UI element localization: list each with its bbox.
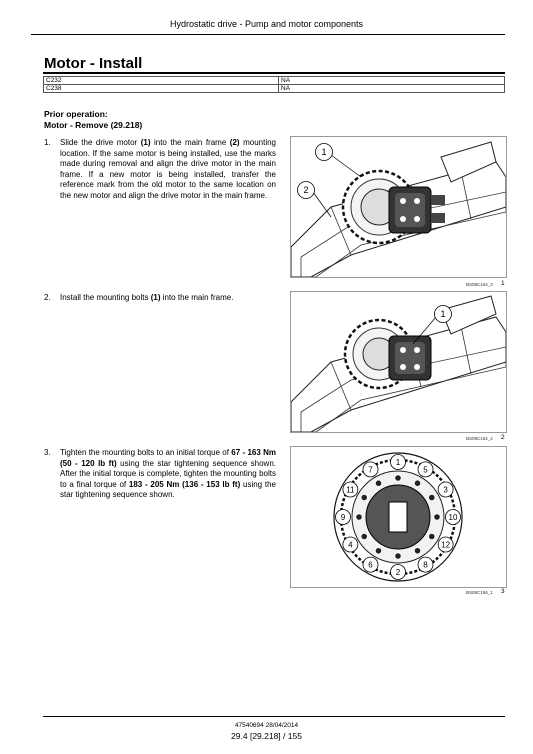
figure-3-number: 3 [501, 588, 505, 595]
tightening-sequence-illustration [291, 447, 506, 587]
step-number: 3. [44, 448, 51, 457]
title-rule [43, 72, 505, 74]
figure-3-ref: BS08C166_1 [466, 590, 493, 595]
sequence-callout-6: 6 [368, 560, 373, 570]
sequence-callout-10: 10 [448, 513, 458, 522]
value-cell: NA [279, 77, 505, 85]
sequence-callout-5: 5 [423, 465, 428, 475]
step-2 [44, 293, 276, 304]
bolt-hole [361, 533, 367, 539]
callout-1: 1 [440, 309, 446, 319]
text-run: using the star tightening sequence shown. After the initial torque is complete, tighten the mounting bolts to a final torque of [60, 458, 277, 489]
running-header: Hydrostatic drive - Pump and motor components [169, 19, 364, 29]
prior-operation-label: Prior operation: [44, 109, 108, 119]
text-run: into the main frame [150, 138, 230, 147]
section-title: Motor - Install [44, 55, 143, 72]
callout-ref: (1) [150, 293, 161, 302]
bolt-hole [395, 553, 401, 559]
footer-page-number: 29.4 [29.218] / 155 [231, 731, 302, 741]
text-run: using the star tightening sequence shown. [60, 479, 276, 499]
sequence-callout-7: 7 [368, 465, 373, 475]
figure-2-number: 2 [501, 434, 505, 441]
callout-ref: (1) [140, 138, 151, 147]
value-cell: NA [279, 85, 505, 93]
callout-2: 2 [303, 185, 309, 195]
step-number: 2. [44, 293, 51, 302]
torque-initial: 67 - 163 Nm (50 - 120 lb ft) [60, 448, 276, 468]
sequence-callout-8: 8 [423, 560, 428, 570]
model-cell: C238 [44, 85, 279, 93]
step-text [60, 138, 276, 201]
text-run: into the main frame. [160, 293, 234, 302]
torque-final: 183 - 205 Nm (136 - 153 lb ft) [128, 479, 241, 489]
bolt-hole [414, 548, 420, 554]
table-row [44, 77, 505, 85]
header-rule [31, 34, 505, 35]
figure-1-drive-motor-frame [290, 136, 507, 278]
step-1 [44, 138, 276, 201]
bolt-hole [434, 514, 440, 520]
bolt-hole [414, 480, 420, 486]
sequence-callout-11: 11 [346, 485, 355, 495]
figure-2-mounting-bolts [290, 291, 507, 433]
prior-operation-ref: Motor - Remove (29.218) [44, 120, 143, 130]
figure-2-ref: BS08C164_4 [466, 436, 493, 441]
figure-3-tightening-sequence [290, 446, 507, 588]
step-text [60, 293, 276, 304]
text-run: mounting location. If the same motor is being installed, use the marks made during removal and align the drive motor in the main frame. If a new motor is being installed, transfer the reference mark from the old motor to the same location on the new motor and align the drive motor in the main frame. [60, 138, 276, 200]
bolt-hole [361, 494, 367, 500]
bolt-hole [395, 475, 401, 481]
table-row [44, 85, 505, 93]
bolt-hole [375, 548, 381, 554]
sequence-callout-12: 12 [441, 540, 451, 550]
text-run: Slide the drive motor [60, 138, 141, 147]
bolt-hole [429, 494, 435, 500]
callout-ref: (2) [229, 138, 240, 147]
step-3 [44, 448, 276, 501]
step-text [60, 448, 276, 501]
bolt-hole [429, 533, 435, 539]
text-run: Install the mounting bolts [60, 293, 151, 302]
sequence-callout-3: 3 [443, 485, 448, 495]
bolt-hole [375, 480, 381, 486]
figure-1-number: 1 [501, 280, 505, 287]
prior-operation [44, 109, 142, 131]
step-number: 1. [44, 138, 51, 147]
sequence-callout-1: 1 [395, 458, 401, 467]
bolt-hole [356, 514, 362, 520]
figure-1-ref: BS08C164_3 [466, 282, 493, 287]
model-cell: C232 [44, 77, 279, 85]
sequence-callout-9: 9 [340, 513, 346, 522]
sequence-callout-2: 2 [395, 568, 401, 577]
sequence-callout-4: 4 [348, 540, 353, 550]
footer-document-id: 47540694 28/04/2014 [234, 722, 299, 729]
model-applicability-table [43, 76, 505, 93]
mounting-bolts-illustration [291, 292, 506, 432]
text-run: Tighten the mounting bolts to an initial torque of [60, 448, 232, 457]
footer-rule [43, 716, 505, 717]
motor-frame-illustration [291, 137, 506, 277]
callout-1: 1 [321, 147, 327, 157]
